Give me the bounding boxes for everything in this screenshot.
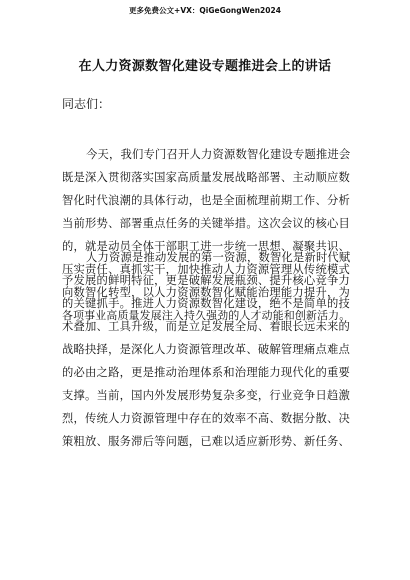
paragraph-line: 术叠加、工具升级，而是立足发展全局、着眼长远未来的 [62, 320, 350, 333]
document-title: 在人力资源数智化建设专题推进会上的讲话 [78, 59, 332, 74]
page-header: 更多免费公文+VX：QiGeGongWen2024 [129, 6, 281, 15]
paragraph-line: 智化时代浪潮的具体行动，也是全面梳理前期工作、分析 [62, 194, 350, 207]
salutation: 同志们： [62, 97, 111, 111]
paragraph-line: 当前形势、部署重点任务的关键举措。这次会议的核心目 [62, 217, 350, 230]
paragraph-line: 各项事业高质量发展注入持久强劲的人才动能和创新活力。 [62, 309, 351, 322]
paragraph-line: 策粗放、服务滞后等问题，已难以适应新形势、新任务、 [62, 435, 350, 448]
paragraph-line: 压实责任、真抓实干，加快推动人力资源管理从传统模式 [62, 263, 350, 276]
paragraph-line: 的关键抓手。推进人力资源数智化建设，绝不是简单的技 [62, 297, 350, 310]
paragraph-line: 支撑。当前，国内外发展形势复杂多变，行业竞争日趋激 [62, 389, 350, 402]
paragraph-line: 人力资源是推动发展的第一资源，数智化是新时代赋 [86, 251, 351, 264]
paragraph-line: 向数智化转型，以人力资源数智化赋能治理能力提升，为 [62, 286, 350, 299]
paragraph-line: 战略抉择，是深化人力资源管理改革、破解管理痛点难点 [62, 343, 350, 356]
paragraph-line: 烈，传统人力资源管理中存在的效率不高、数据分散、决 [62, 412, 350, 425]
paragraph-line: 既是深入贯彻落实国家高质量发展战略部署、主动顺应数 [62, 171, 350, 184]
paragraph-line: 予发展的鲜明特征，更是破解发展瓶颈、提升核心竞争力 [62, 274, 350, 287]
paragraph-line: 今天，我们专门召开人力资源数智化建设专题推进会 [86, 148, 351, 161]
paragraph-2 [62, 246, 350, 453]
paragraph-line: 的必由之路，更是推动治理体系和治理能力现代化的重要 [62, 366, 350, 379]
paragraph-line: 的，就是动员全体干部职工进一步统一思想、凝聚共识、 [62, 240, 350, 253]
